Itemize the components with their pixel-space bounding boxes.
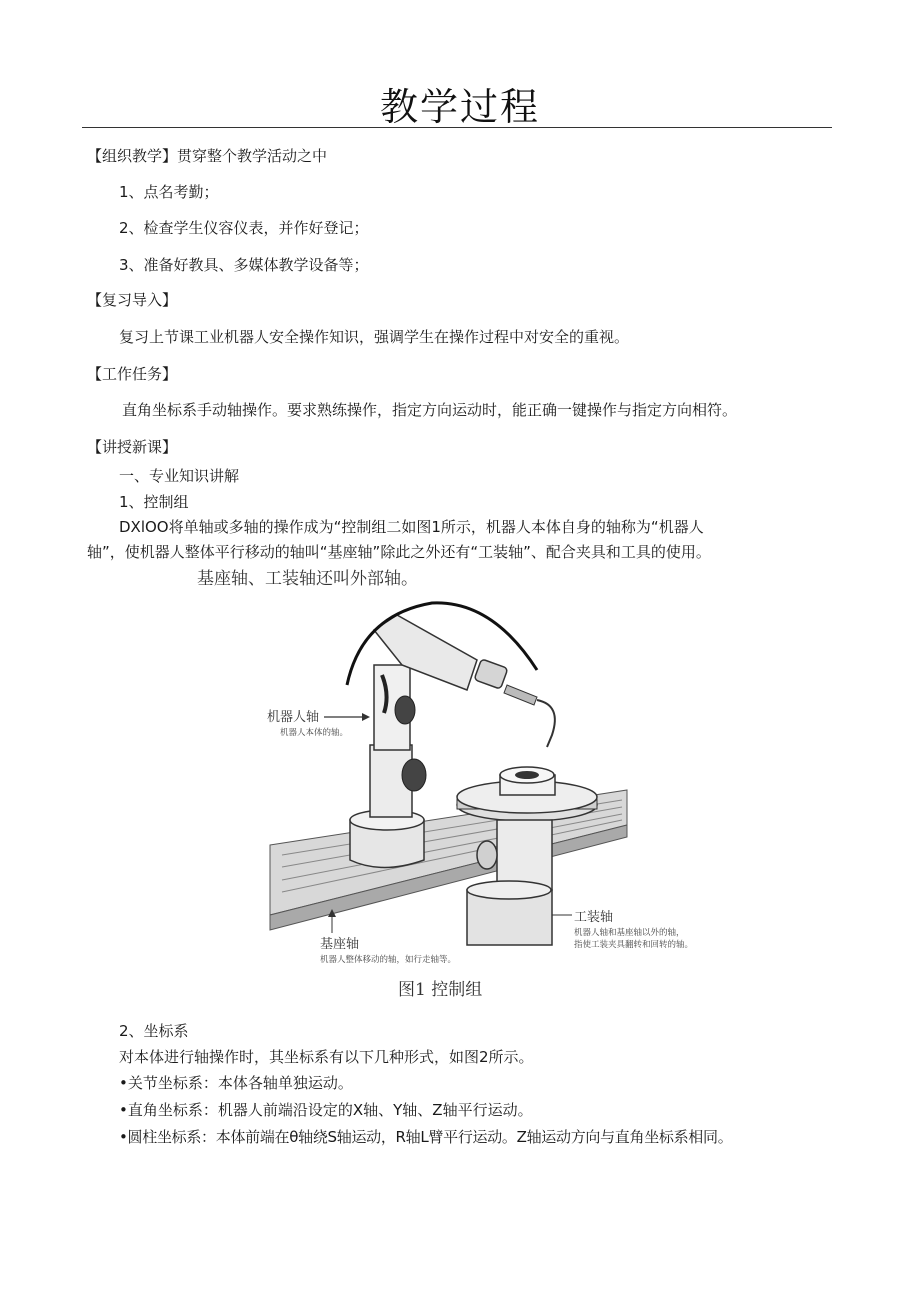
coords-item-joint: •关节坐标系：本体各轴单独运动。 [119, 1074, 353, 1092]
base-axis-description: 机器人整体移动的轴，如行走轴等。 [320, 955, 457, 965]
coords-item-cylindrical: •圆柱坐标系：本体前端在θ轴绕S轴运动，R轴L臂平行运动。Z轴运动方向与直角坐标系相同。 [119, 1128, 733, 1146]
robot-axis-description: 机器人本体的轴。 [280, 728, 349, 738]
robot-axis-callout [267, 709, 370, 738]
lecture-paragraph-line-2: 轴”，使机器人整体平行移动的轴叫“基座轴”除此之外还有“工装轴”、配合夹具和工具的使用。 [87, 543, 711, 561]
title-divider [82, 127, 832, 128]
task-heading: 【工作任务】 [87, 365, 178, 383]
review-body: 复习上节课工业机器人安全操作知识，强调学生在操作过程中对安全的重视。 [119, 328, 630, 346]
control-group-figure [262, 585, 694, 1005]
tool-axis-description-line-1: 机器人轴和基座轴以外的轴， [574, 928, 685, 938]
lecture-heading: 【讲授新课】 [87, 438, 178, 456]
tool-axis-description-line-2: 指使工装夹具翻转和回转的轴。 [574, 940, 694, 950]
org-item-3: 3、准备好教具、多媒体教学设备等； [119, 256, 369, 274]
robot-axis-label: 机器人轴 [267, 710, 320, 725]
review-heading: 【复习导入】 [87, 291, 178, 309]
org-item-2: 2、检查学生仪容仪表，并作好登记； [119, 219, 369, 237]
coords-intro: 对本体进行轴操作时，其坐标系有以下几种形式，如图2所示。 [119, 1048, 534, 1066]
lecture-paragraph-line-3: 基座轴、工装轴还叫外部轴。 [197, 569, 418, 589]
lecture-subheading-2: 1、控制组 [119, 493, 189, 511]
org-item-1: 1、点名考勤； [119, 183, 219, 201]
page-title: 教学过程 [379, 85, 540, 129]
task-body: 直角坐标系手动轴操作。要求熟练操作，指定方向运动时，能正确一键操作与指定方向相符。 [122, 401, 738, 419]
figure-1-caption: 图1 控制组 [398, 980, 483, 1000]
coords-item-cartesian: •直角坐标系：机器人前端沿设定的X轴、Y轴、Z轴平行运动。 [119, 1101, 533, 1119]
lecture-paragraph-line-1: DXlOO将单轴或多轴的操作成为“控制组二如图1所示，机器人本体自身的轴称为“机器人 [119, 518, 704, 536]
org-heading: 【组织教学】贯穿整个教学活动之中 [87, 147, 328, 165]
coords-heading: 2、坐标系 [119, 1022, 189, 1040]
tool-axis-callout [552, 909, 693, 950]
base-axis-callout [320, 909, 456, 965]
tool-axis-label: 工装轴 [574, 910, 614, 925]
base-axis-label: 基座轴 [320, 937, 360, 952]
lecture-subheading-1: 一、专业知识讲解 [119, 467, 240, 485]
